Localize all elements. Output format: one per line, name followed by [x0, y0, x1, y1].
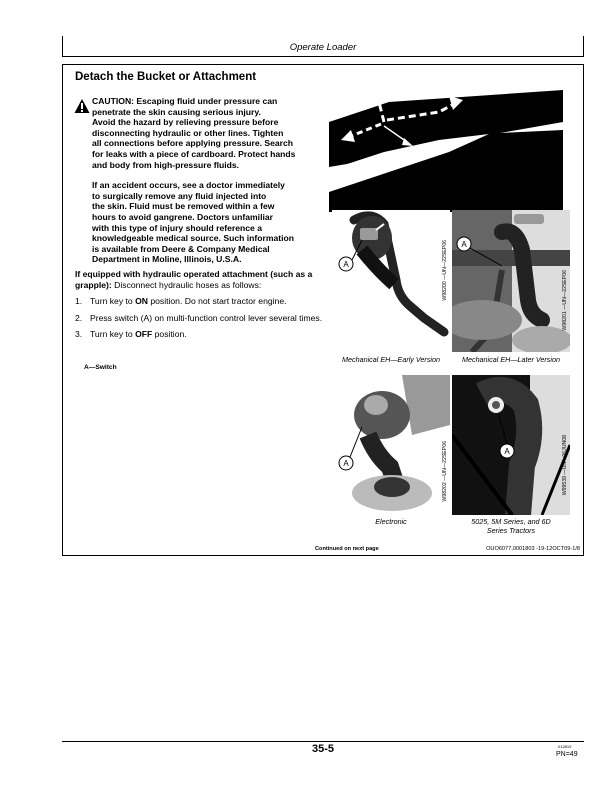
step-text: Press switch (A) on multi-function control lever several times.: [90, 312, 323, 323]
caution-line: Avoid the hazard by relieving pressure before: [92, 117, 279, 128]
step-number: 1.: [75, 296, 83, 306]
lead-paragraph: [75, 269, 325, 290]
caption-electronic: Electronic: [375, 517, 407, 526]
caution-line: for leaks with a piece of cardboard. Protect hands: [92, 148, 296, 159]
accident-line: If an accident occurs, see a doctor immediately: [92, 180, 285, 191]
step-text: Turn key to: [90, 296, 136, 306]
step-text: position.: [152, 329, 187, 340]
pn-number: PN=49: [556, 751, 578, 758]
accident-line: to surgically remove any fluid injected into: [92, 190, 267, 201]
callout-label: A: [343, 459, 349, 468]
callout-label: A: [504, 447, 510, 456]
warning-triangle-icon: [74, 98, 90, 114]
step-text: Turn key to: [90, 329, 136, 340]
section-header: Operate Loader: [289, 42, 357, 53]
caution-line: all connections before applying pressure. Search: [92, 138, 294, 149]
series-lever-illustration: [452, 375, 570, 515]
step-item: [75, 296, 325, 307]
header-frame-right: [583, 36, 584, 56]
figure-electronic: [332, 375, 450, 515]
document-reference: OUO6077,0001803 -19-12OCT09-1/8: [486, 546, 580, 552]
footer-code: 012810: [558, 744, 572, 749]
accident-line: with this type of injury should reference a: [92, 222, 262, 233]
step-text: position. Do not start tractor engine.: [147, 296, 287, 306]
caption-line: Series Tractors: [486, 525, 536, 535]
callout-label: A: [343, 260, 349, 269]
caption-series: [452, 518, 570, 535]
caution-line: penetrate the skin causing serious injury.: [92, 106, 261, 117]
accident-line: hours to avoid gangrene. Doctors unfamiliar: [92, 211, 273, 222]
figure-id: W98200 —UN—22SEP06: [442, 240, 448, 301]
figure-id: W99539 —UN—06JUN08: [562, 435, 568, 496]
accident-line: the skin. Fluid must be removed within a few: [92, 201, 275, 212]
figure-mechanical-later: [452, 210, 570, 352]
later-lever-illustration: [452, 210, 570, 352]
figure-escaping-fluid: [329, 82, 563, 212]
page-title: Detach the Bucket or Attachment: [75, 71, 257, 83]
step-item: [75, 313, 325, 324]
caption-later: Mechanical EH—Later Version: [461, 355, 560, 364]
figure-key: A—Switch: [84, 364, 117, 371]
step-number: 3.: [75, 329, 83, 340]
page-number: 35-5: [311, 743, 335, 755]
accident-line: is available from Deere & Company Medical: [92, 243, 270, 254]
step-bold: OFF: [135, 329, 153, 340]
figure-id: X9811 —UN—23AUG88: [555, 132, 561, 189]
lead-bold: If equipped with hydraulic operated attachment (such as a grapple):: [75, 269, 313, 290]
caption-line: 5025, 5M Series, and 6D: [471, 517, 551, 526]
accident-line: Department in Moline, Illinois, U.S.A.: [92, 254, 242, 265]
header-rule: [62, 56, 584, 57]
steps-list: [75, 296, 325, 346]
escaping-fluid-illustration: [329, 82, 563, 212]
step-number: 2.: [75, 312, 83, 323]
early-lever-illustration: [332, 210, 450, 352]
caution-block: [92, 96, 322, 275]
callout-label: A: [461, 240, 467, 249]
caution-line: and body from high-pressure fluids.: [92, 159, 240, 170]
caution-line: CAUTION: Escaping fluid under pressure can: [92, 96, 278, 106]
caption-early: Mechanical EH—Early Version: [342, 355, 440, 364]
lead-rest: Disconnect hydraulic hoses as follows:: [111, 279, 262, 290]
figure-id: W98201 —UN—22SEP06: [562, 270, 568, 331]
figure-id: W98202 —UN—22SEP06: [442, 441, 448, 502]
step-bold: ON: [135, 296, 148, 306]
figure-5025-series: [452, 375, 570, 515]
accident-line: knowledgeable medical source. Such information: [92, 233, 294, 244]
electronic-lever-illustration: [332, 375, 450, 515]
step-item: [75, 329, 325, 340]
caution-line: disconnecting hydraulic or other lines. Tighten: [92, 127, 284, 138]
footer-rule: [62, 741, 584, 742]
continued-notice: Continued on next page: [315, 546, 379, 552]
figure-mechanical-early: [332, 210, 450, 352]
